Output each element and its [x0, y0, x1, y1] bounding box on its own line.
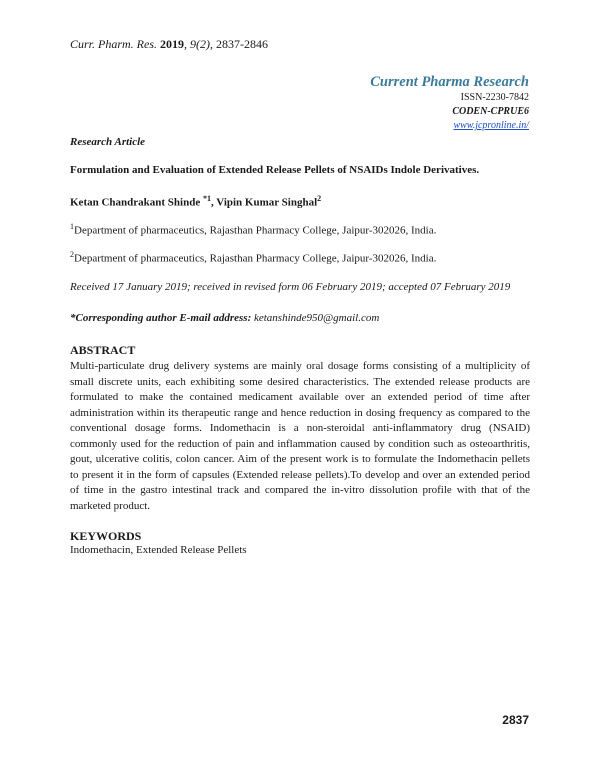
corresponding-label: *Corresponding author E-mail address:: [70, 312, 252, 324]
author-name-1: Ketan Chandrakant Shinde: [70, 196, 201, 209]
article-dates: Received 17 January 2019; received in revised form 06 February 2019; accepted 07 February 2019: [70, 281, 511, 293]
journal-issn: ISSN-2230-7842: [460, 92, 529, 103]
affiliation-text-2: Department of pharmaceutics, Rajasthan Pharmacy College, Jaipur-302026, India.: [74, 252, 437, 265]
affiliation-text-1: Department of pharmaceutics, Rajasthan Pharmacy College, Jaipur-302026, India.: [74, 224, 437, 237]
affiliation-mark-1: 1: [70, 222, 74, 231]
author-list: [70, 194, 321, 209]
corresponding-author: [70, 312, 379, 324]
affiliation-1: [70, 222, 436, 237]
article-type: Research Article: [70, 136, 146, 148]
journal-url-link[interactable]: www.jcpronline.in/: [453, 120, 529, 131]
citation-volume: 9(2): [190, 37, 211, 51]
author-separator: ,: [210, 196, 214, 209]
journal-name: Current Pharma Research: [370, 74, 529, 90]
journal-info: [370, 73, 529, 133]
affiliation-2: [70, 250, 436, 265]
corresponding-email[interactable]: ketanshinde950@gmail.com: [253, 312, 380, 324]
citation-pages: 2837-2846: [216, 37, 269, 51]
citation-year: 2019: [160, 37, 185, 51]
keywords-body: Indomethacin, Extended Release Pellets: [70, 544, 247, 556]
author-mark-2: 2: [317, 194, 322, 203]
article-title: Formulation and Evaluation of Extended Release Pellets of NSAIDs Indole Derivatives.: [70, 164, 480, 176]
citation-journal: Curr. Pharm. Res.: [70, 37, 158, 51]
author-mark-1: *1: [202, 194, 211, 203]
citation-line: Curr. Pharm. Res. 2019, 9(2), 2837-2846: [70, 37, 269, 51]
author-name-2: Vipin Kumar Singhal: [216, 196, 318, 209]
abstract-heading: ABSTRACT: [70, 343, 136, 357]
keywords-heading: KEYWORDS: [70, 529, 142, 543]
page-number: 2837: [502, 713, 529, 727]
affiliation-mark-2: 2: [70, 250, 74, 259]
journal-coden: CODEN-CPRUE6: [452, 106, 529, 117]
abstract-body: Multi-particulate drug delivery systems are mainly oral dosage forms consisting of a multiplicity of small discrete units, each exhibiting some desired characteristics. The extended release products are formulated to make the contained medicament available over an extended period of time after administration within its therapeutic range and hence reduction in dosing frequency as compared to the conventional dosage forms. Indomethacin is a non-steroidal anti-inflammatory drug (NSAID) commonly used for the reduction of pain and inflammation caused by condition such as osteoarthritis, gout, ulcerative colitis, colon cancer. Aim of the present work is to formulate the Indomethacin pellets to present it in the form of capsules (Extended release pellets).To develop and over an extended period of time in the gastro intestinal track and compared the in-vitro dissolution profile with that of the marketed product.: [70, 360, 530, 512]
